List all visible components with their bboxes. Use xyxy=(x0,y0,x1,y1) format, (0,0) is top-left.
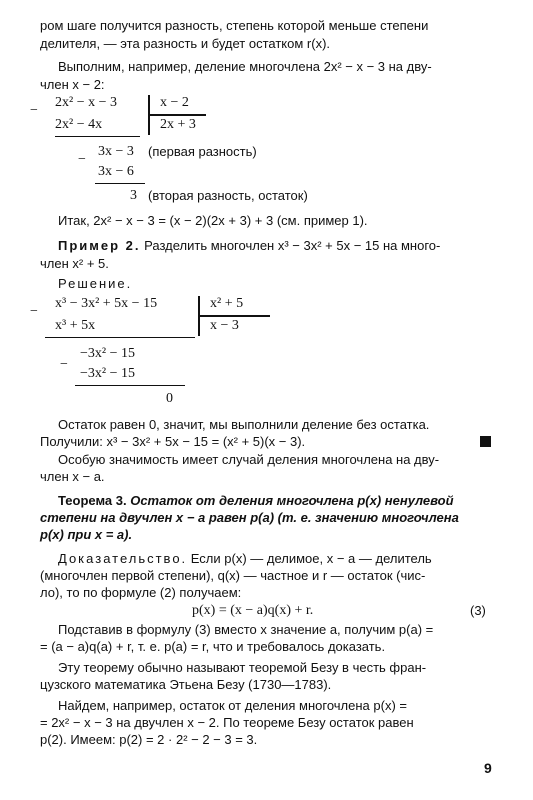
theorem-text: Остаток от деления многочлена p(x) ненулевой xyxy=(126,493,454,508)
dividend: 2x² − x − 3 xyxy=(55,95,117,110)
subtrahend: x³ + 5x xyxy=(55,318,96,333)
subtrahend: −3x² − 15 xyxy=(80,366,135,381)
example-label: Пример 2. xyxy=(58,238,141,253)
theorem-heading xyxy=(58,493,454,509)
divisor-underline xyxy=(148,114,206,116)
remainder: 3 xyxy=(130,188,137,203)
proof-label: Доказательство. xyxy=(58,551,188,566)
example-heading xyxy=(58,238,440,254)
formula-3: p(x) = (x − a)q(x) + r. xyxy=(192,603,314,618)
subtrahend: 2x² − 4x xyxy=(55,117,103,132)
quotient: 2x + 3 xyxy=(160,117,196,132)
divisor-underline xyxy=(198,315,270,317)
text-line: Найдем, например, остаток от деления многочлена p(x) = xyxy=(58,698,407,713)
text-line: (многочлен первой степени), q(x) — частное и r — остаток (чис- xyxy=(40,568,426,583)
text-line: p(2). Имеем: p(2) = 2 · 2² − 2 − 3 = 3. xyxy=(40,732,258,747)
difference-note: (первая разность) xyxy=(148,144,257,159)
first-difference: −3x² − 15 xyxy=(80,346,135,361)
text-line: Подставив в формулу (3) вместо x значение a, получим p(a) = xyxy=(58,622,434,637)
theorem-label: Теорема 3. xyxy=(58,493,127,508)
text-line: цузского математика Этьена Безу (1730—1783). xyxy=(40,677,332,692)
text-line: = 2x² − x − 3 на двучлен x − 2. По теореме Безу остаток равен xyxy=(40,715,414,730)
formula-number: (3) xyxy=(470,603,486,618)
quotient: x − 3 xyxy=(210,318,239,333)
dividend: x³ − 3x² + 5x − 15 xyxy=(55,296,158,311)
remainder: 0 xyxy=(166,391,173,406)
minus-sign: − xyxy=(60,357,68,372)
subtraction-line xyxy=(45,337,195,338)
text-line: Особую значимость имеет случай деления многочлена на дву- xyxy=(58,452,440,467)
proof-heading xyxy=(58,551,432,567)
minus-sign: − xyxy=(30,103,38,118)
minus-sign: − xyxy=(30,304,38,319)
proof-text: Если p(x) — делимое, x − a — делитель xyxy=(187,551,432,566)
text-line: член x − 2: xyxy=(40,77,105,92)
text-line: член x² + 5. xyxy=(40,256,109,271)
text-line: Итак, 2x² − x − 3 = (x − 2)(2x + 3) + 3 (см. пример 1). xyxy=(58,213,368,228)
text-line: Эту теорему обычно называют теоремой Безу в честь фран- xyxy=(58,660,427,675)
minus-sign: − xyxy=(78,152,86,167)
text-line: делителя, — эта разность и будет остатком r(x). xyxy=(40,36,331,51)
subtraction-line xyxy=(55,136,140,137)
subtrahend: 3x − 6 xyxy=(98,164,134,179)
remainder-note: (вторая разность, остаток) xyxy=(148,188,308,203)
first-difference: 3x − 3 xyxy=(98,144,134,159)
solution-label: Решение. xyxy=(58,276,133,291)
subtraction-line xyxy=(75,385,185,386)
subtraction-line xyxy=(95,183,145,184)
text-line: Получили: x³ − 3x² + 5x − 15 = (x² + 5)(x − 3). xyxy=(40,434,306,449)
divisor: x − 2 xyxy=(160,95,189,110)
text-line: член x − a. xyxy=(40,469,105,484)
page-number: 9 xyxy=(484,760,492,776)
text-line: = (a − a)q(a) + r, т. е. p(a) = r, что и требовалось доказать. xyxy=(40,639,386,654)
example-text: Разделить многочлен x³ − 3x² + 5x − 15 на много- xyxy=(140,238,441,253)
end-of-example-square-icon xyxy=(480,436,491,447)
theorem-line: p(x) при x = a). xyxy=(40,527,133,542)
text-line: ром шаге получится разность, степень которой меньше степени xyxy=(40,18,429,33)
text-line: ло), то по формуле (2) получаем: xyxy=(40,585,242,600)
divisor: x² + 5 xyxy=(210,296,244,311)
theorem-line: степени на двучлен x − a равен p(a) (т. е. значению многочлена xyxy=(40,510,459,525)
text-line: Выполним, например, деление многочлена 2x² − x − 3 на дву- xyxy=(58,59,432,74)
text-line: Остаток равен 0, значит, мы выполнили деление без остатка. xyxy=(58,417,430,432)
